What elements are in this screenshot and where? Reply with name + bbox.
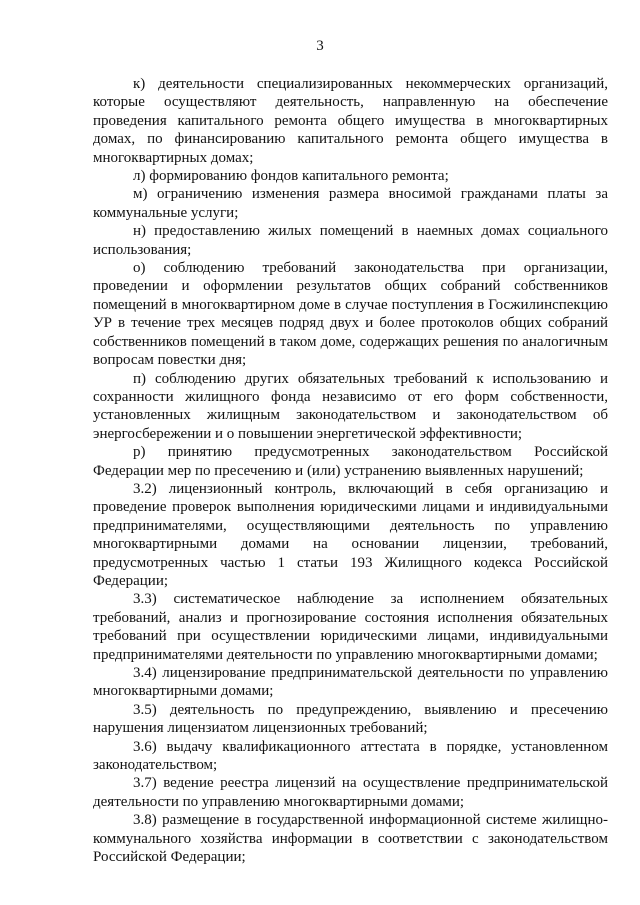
paragraph-p: п) соблюдению других обязательных требований к использованию и сохранности жилищного фонда независимо от его форм собственности, установленных жилищным законодательством и законодательством об энергосбережении и о повышении энергетической эффективности; — [93, 370, 608, 442]
paragraph-3-7: 3.7) ведение реестра лицензий на осуществление предпринимательской деятельности по управлению многоквартирными домами; — [93, 775, 608, 810]
paragraph-n: н) предоставлению жилых помещений в наемных домах социального использования; — [93, 223, 608, 258]
paragraph-3-3: 3.3) систематическое наблюдение за исполнением обязательных требований, анализ и прогнозирование состояния исполнения обязательных требований при осуществлении юридическими лицами, индивидуальными предпринимателями деятельности по управлению многоквартирными домами; — [93, 591, 608, 663]
paragraph-l: л) формированию фондов капитального ремонта; — [133, 168, 449, 185]
paragraph-3-5: 3.5) деятельность по предупреждению, выявлению и пресечению нарушения лицензиатом лицензионных требований; — [93, 701, 608, 737]
paragraph-m: м) ограничению изменения размера вносимой гражданами платы за коммунальные услуги; — [93, 186, 608, 221]
paragraph-3-2: 3.2) лицензионный контроль, включающий в себя организацию и проведение проверок выполнения юридическими лицами и индивидуальными предпринимателями, осуществляющими деятельность по управлению многоквартирными домами на основании лицензии, требований, предусмотренных частью 1 статьи 193 Жилищного кодекса Российской Федерации; — [93, 480, 608, 589]
page-number: 3 — [316, 38, 324, 54]
paragraph-3-6: 3.6) выдачу квалификационного аттестата в порядке, установленном законодательством; — [93, 738, 608, 774]
paragraph-3-4: 3.4) лицензирование предпринимательской деятельности по управлению многоквартирными домами; — [93, 665, 608, 700]
paragraph-3-8: 3.8) размещение в государственной информационной системе жилищно-коммунального хозяйства информации в соответствии с законодательством Российской Федерации; — [93, 812, 608, 866]
paragraph-k: к) деятельности специализированных некоммерческих организаций, которые осуществляют деятельность, направленную на обеспечение проведения капитального ремонта общего имущества в многоквартирных домах, по финансированию капитального ремонта общего имущества в многоквартирных домах; — [93, 76, 608, 166]
paragraph-r: р) принятию предусмотренных законодательством Российской Федерации мер по пресечению и (или) устранению выявленных нарушений; — [93, 444, 608, 479]
document-body — [93, 75, 608, 866]
paragraph-o: о) соблюдению требований законодательства при организации, проведении и оформлении результатов общих собраний собственников помещений в многоквартирном доме в случае поступления в Госжилинспекцию УР в течение трех месяцев подряд двух и более протоколов общих собраний собственников помещений в таком доме, содержащих решения по аналогичным вопросам повестки дня; — [93, 260, 608, 369]
